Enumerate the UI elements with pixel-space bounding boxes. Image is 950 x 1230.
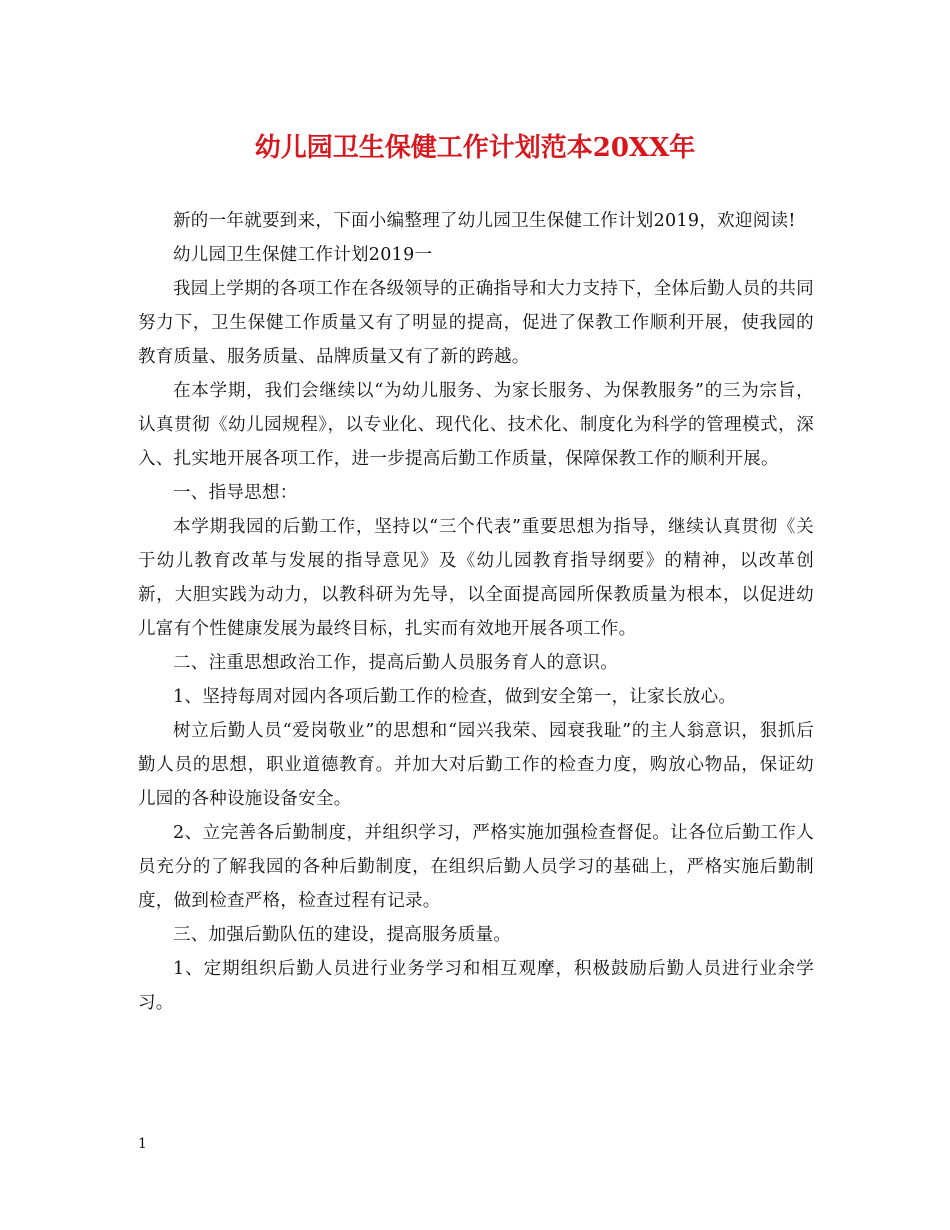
paragraph-weekly-check: 1、坚持每周对园内各项后勤工作的检查，做到安全第一，让家长放心。 — [173, 687, 737, 707]
paragraph-rules: 2、立完善各后勤制度，并组织学习，严格实施加强检查督促。让各位后勤工作人员充分的了解我园的各种后勤制度，在组织后勤人员学习的基础上，严格实施后勤制度，做到检查严格，检查过程有记录。 — [138, 823, 814, 911]
document-body — [138, 204, 814, 1020]
heading-political-work: 二、注重思想政治工作，提高后勤人员服务育人的意识。 — [173, 653, 618, 673]
paragraph-review: 我园上学期的各项工作在各级领导的正确指导和大力支持下，全体后勤人员的共同努力下，卫生保健工作质量又有了明显的提高，促进了保教工作顺利开展，使我园的教育质量、服务质量、品牌质量又有了新的跨越。 — [138, 279, 814, 367]
document-title: 幼儿园卫生保健工作计划范本20XX年 — [254, 133, 696, 163]
heading-guiding-ideology: 一、指导思想： — [173, 483, 298, 503]
page-number: 1 — [138, 1136, 147, 1152]
paragraph-goals: 在本学期，我们会继续以“为幼儿服务、为家长服务、为保教服务”的三为宗旨，认真贯彻《幼儿园规程》，以专业化、现代化、技术化、制度化为科学的管理模式，深入、扎实地开展各项工作，进一步提高后勤工作质量，保障保教工作的顺利开展。 — [138, 381, 814, 469]
paragraph-guiding-ideology: 本学期我园的后勤工作，坚持以“三个代表”重要思想为指导，继续认真贯彻《关于幼儿教育改革与发展的指导意见》及《幼儿园教育指导纲要》的精神，以改革创新，大胆实践为动力，以教科研为先导，以全面提高园所保教质量为根本，以促进幼儿富有个性健康发展为最终目标，扎实而有效地开展各项工作。 — [138, 517, 814, 639]
paragraph-training: 1、定期组织后勤人员进行业务学习和相互观摩，积极鼓励后勤人员进行业余学习。 — [138, 959, 814, 1013]
paragraph-subtitle: 幼儿园卫生保健工作计划2019一 — [173, 245, 433, 265]
paragraph-staff-attitude: 树立后勤人员“爱岗敬业”的思想和“园兴我荣、园衰我耻”的主人翁意识，狠抓后勤人员的思想，职业道德教育。并加大对后勤工作的检查力度，购放心物品，保证幼儿园的各种设施设备安全。 — [138, 721, 814, 809]
paragraph-intro: 新的一年就要到来，下面小编整理了幼儿园卫生保健工作计划2019，欢迎阅读! — [173, 211, 796, 231]
heading-team-building: 三、加强后勤队伍的建设，提高服务质量。 — [173, 925, 512, 945]
